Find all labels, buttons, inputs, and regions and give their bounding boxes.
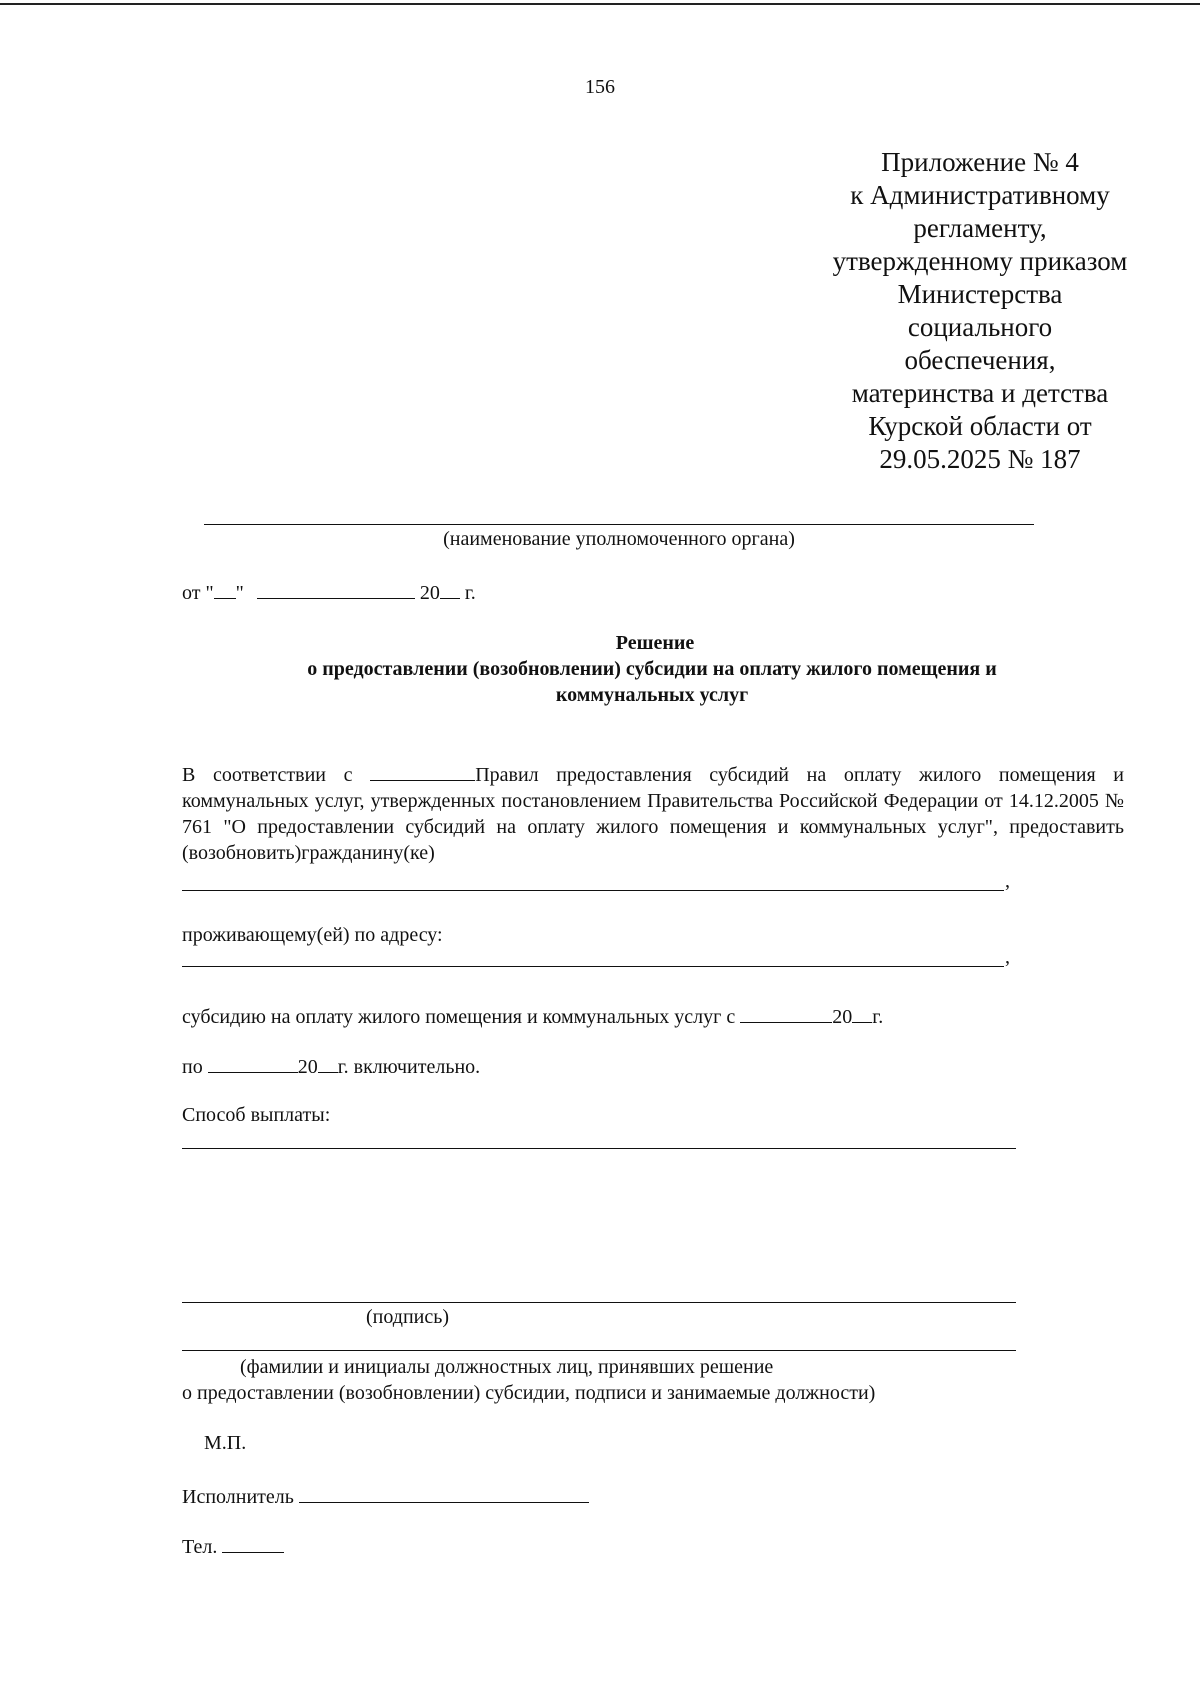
document-subtitle: о предоставлении (возобновлении) субсидии на оплату жилого помещения и <box>307 658 997 680</box>
appendix-line: к Административному <box>850 180 1110 210</box>
phone-field[interactable] <box>222 1534 284 1553</box>
appendix-line: обеспечения, <box>904 345 1056 375</box>
until-year: 20 <box>297 1056 318 1078</box>
organ-name-field[interactable] <box>204 524 1034 525</box>
date-prefix: от " <box>182 582 214 604</box>
appendix-line: регламенту, <box>913 213 1047 243</box>
document-title: Решение <box>615 632 695 654</box>
executor-label: Исполнитель <box>182 1486 294 1508</box>
organ-caption: (наименование уполномоченного органа) <box>443 528 795 550</box>
appendix-line: утвержденному приказом <box>832 246 1128 276</box>
subsidy-end-date-field[interactable] <box>208 1054 298 1073</box>
executor-line <box>182 1484 589 1509</box>
officials-field[interactable] <box>182 1350 1016 1351</box>
subsidy-end-line <box>182 1054 480 1079</box>
citizen-name-field[interactable] <box>182 890 1004 891</box>
subsidy-year-field[interactable] <box>852 1004 872 1023</box>
legal-basis-field[interactable] <box>370 762 475 781</box>
officials-caption-2: о предоставлении (возобновлении) субсидии, подписи и занимаемые должности) <box>182 1382 876 1404</box>
until-suffix: г. включительно. <box>337 1056 481 1078</box>
date-day-field[interactable] <box>214 580 236 599</box>
date-line <box>182 580 476 605</box>
officials-caption: (фамилии и инициалы должностных лиц, принявших решение <box>240 1356 774 1378</box>
date-year-field[interactable] <box>440 580 460 599</box>
date-month-field[interactable] <box>257 580 415 599</box>
phone-label: Тел. <box>182 1536 218 1558</box>
subsidy-suffix: г. <box>872 1006 884 1028</box>
appendix-header <box>800 146 1160 476</box>
top-border-line <box>0 3 1200 5</box>
signature-field[interactable] <box>182 1302 1016 1303</box>
phone-line <box>182 1534 284 1559</box>
subsidy-start-line <box>182 1004 883 1029</box>
page-number: 156 <box>585 76 615 98</box>
document-subtitle-2: коммунальных услуг <box>555 684 749 706</box>
payment-label: Способ выплаты: <box>182 1104 331 1126</box>
appendix-line: Приложение № 4 <box>881 147 1079 177</box>
date-mid: " <box>235 582 244 604</box>
appendix-line: материнства и детства <box>851 378 1109 408</box>
appendix-line: Министерства <box>897 279 1063 309</box>
date-year: 20 <box>419 582 440 604</box>
subsidy-start-date-field[interactable] <box>740 1004 832 1023</box>
stamp-label: М.П. <box>204 1432 247 1454</box>
subsidy-text: субсидию на оплату жилого помещения и коммунальных услуг с <box>182 1006 736 1028</box>
decision-paragraph <box>182 762 1124 866</box>
date-suffix: г. <box>464 582 476 604</box>
executor-field[interactable] <box>299 1484 589 1503</box>
para-rest: Правил предоставления субсидий на оплату жилого помещения и коммунальных услуг, утвержденных постановлением Правительства Российской Федерации от 14.12.2005 № 761 "О предоставлении субсидий на оплату жилого помещения и коммунальных услуг", предоставить (возобновить)гражданину(ке) <box>182 764 1124 864</box>
comma: , <box>1005 870 1010 892</box>
payment-method-field[interactable] <box>182 1148 1016 1149</box>
appendix-line: 29.05.2025 № 187 <box>879 444 1081 474</box>
until-year-field[interactable] <box>318 1054 338 1073</box>
address-field[interactable] <box>182 966 1004 967</box>
until-prefix: по <box>182 1056 203 1078</box>
signature-caption: (подпись) <box>366 1306 450 1328</box>
para-start: В соответствии с <box>182 764 353 786</box>
comma-2: , <box>1005 946 1010 968</box>
address-label: проживающему(ей) по адресу: <box>182 924 443 946</box>
appendix-line: Курской области от <box>868 411 1092 441</box>
subsidy-year: 20 <box>832 1006 853 1028</box>
appendix-line: социального <box>907 312 1053 342</box>
